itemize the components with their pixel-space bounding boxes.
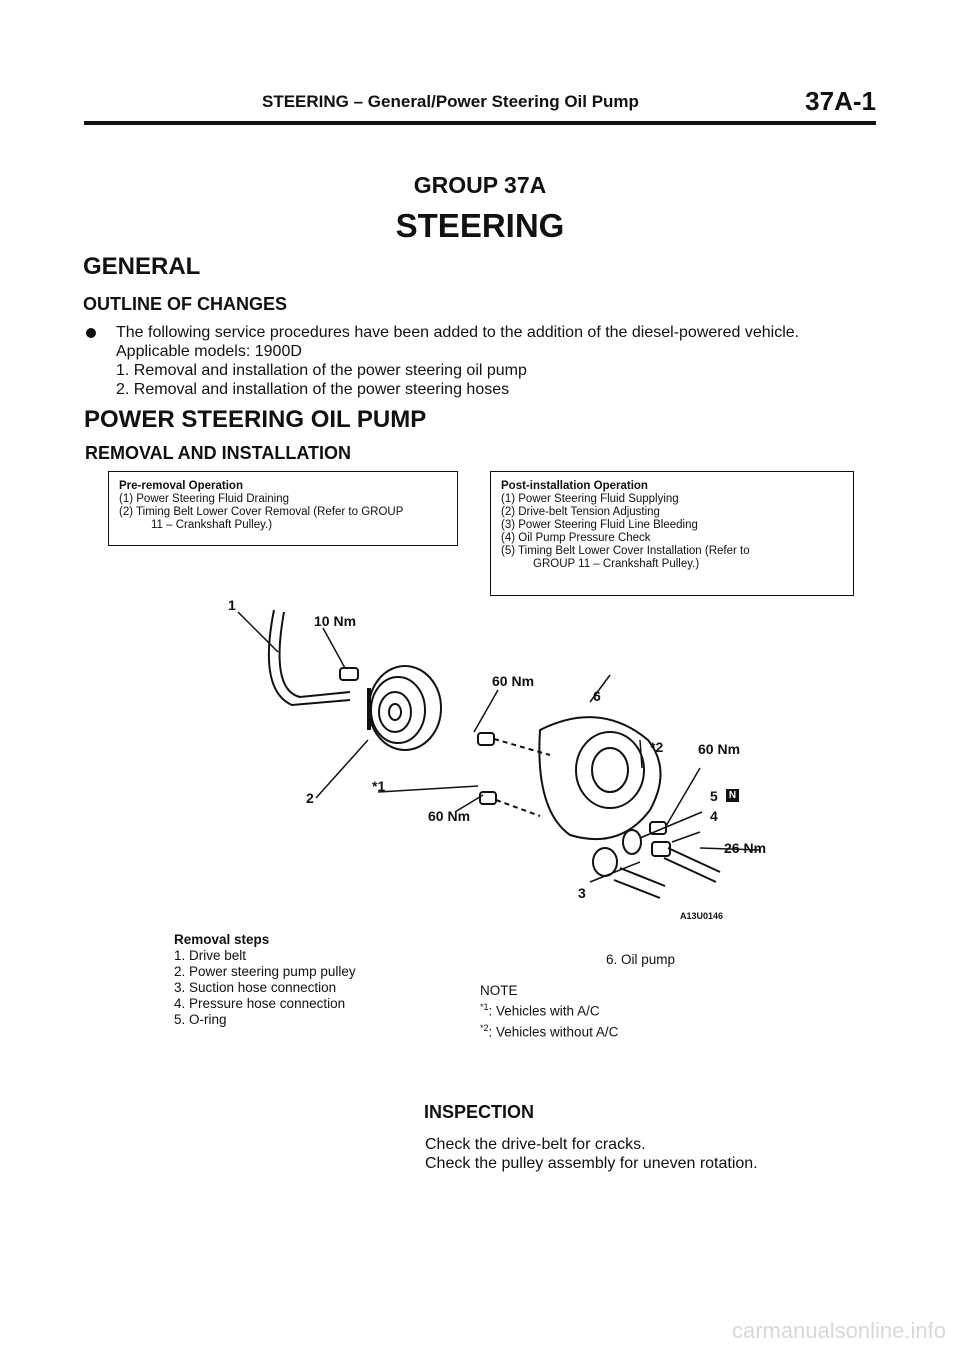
pre-removal-line: 11 – Crankshaft Pulley.) (151, 519, 273, 531)
pre-removal-line: (1) Power Steering Fluid Draining (119, 493, 290, 505)
post-installation-line: (4) Oil Pump Pressure Check (501, 532, 651, 544)
removal-step: 4. Pressure hose connection (174, 996, 346, 1011)
removal-step: 1. Drive belt (174, 948, 247, 963)
removal-steps-list (174, 932, 356, 1028)
post-installation-line: (2) Drive-belt Tension Adjusting (501, 506, 660, 518)
post-installation-title: Post-installation Operation (501, 480, 648, 492)
callout-6: 6 (593, 688, 601, 704)
callout-5: 5 (710, 788, 718, 804)
inspection-line: Check the drive-belt for cracks. (425, 1136, 646, 1153)
outline-item: 2. Removal and installation of the power steering hoses (116, 381, 510, 398)
pre-removal-line: (2) Timing Belt Lower Cover Removal (Refer to GROUP (119, 506, 404, 518)
bolt-10nm-drawing (323, 628, 358, 680)
note-marker: *1 (480, 1002, 489, 1012)
applicable-models: Applicable models: 1900D (116, 343, 302, 360)
note-block (480, 983, 618, 1040)
removal-step: 6. Oil pump (606, 952, 676, 967)
callout-4: 4 (710, 808, 718, 824)
callout-3: 3 (578, 885, 586, 901)
removal-step: 2. Power steering pump pulley (174, 964, 356, 979)
figure-code: A13U0146 (680, 911, 724, 921)
inspection-heading: INSPECTION (424, 1102, 535, 1122)
callout-2: 2 (306, 790, 314, 806)
removal-step: 3. Suction hose connection (174, 980, 337, 995)
group-number: GROUP 37A (413, 172, 547, 198)
callout-star2: *2 (650, 739, 664, 755)
note-item: $^{*2}$: Vehicles without A/C (480, 1022, 619, 1039)
page-code: 37A-1 (805, 86, 876, 116)
note-title: NOTE (480, 983, 518, 998)
torque-60nm-right: 60 Nm (698, 741, 741, 757)
post-installation-line: (5) Timing Belt Lower Cover Installation (Refer to (501, 545, 750, 557)
pre-removal-title: Pre-removal Operation (119, 480, 243, 492)
post-installation-line: GROUP 11 – Crankshaft Pulley.) (533, 558, 700, 570)
new-part-mark: N (726, 789, 739, 802)
pump-heading: POWER STEERING OIL PUMP (84, 406, 427, 433)
removal-steps-title: Removal steps (174, 932, 270, 947)
callout-1: 1 (228, 597, 236, 613)
outline-heading: OUTLINE OF CHANGES (83, 294, 288, 314)
running-header: STEERING – General/Power Steering Oil Pump (262, 92, 639, 111)
outline-item: 1. Removal and installation of the power steering oil pump (116, 362, 527, 379)
post-installation-line: (1) Power Steering Fluid Supplying (501, 493, 679, 505)
torque-26nm: 26 Nm (724, 840, 767, 856)
inspection-line: Check the pulley assembly for uneven rotation. (425, 1155, 758, 1172)
post-installation-line: (3) Power Steering Fluid Line Bleeding (501, 519, 698, 531)
general-heading: GENERAL (83, 253, 201, 280)
outline-bullet-text: The following service procedures have been added to the addition of the diesel-powered vehicle. (116, 324, 800, 341)
torque-10nm: 10 Nm (314, 613, 357, 629)
group-title: STEERING (395, 207, 565, 244)
callout-star1: *1 (372, 778, 386, 794)
note-marker: *2 (480, 1022, 489, 1033)
torque-60nm-lower: 60 Nm (428, 808, 471, 824)
removal-step: 5. O-ring (174, 1012, 227, 1027)
torque-60nm-upper: 60 Nm (492, 673, 535, 689)
watermark: carmanualsonline.info (731, 1318, 946, 1343)
note-item: $^{*1}$: Vehicles with A/C (480, 1002, 600, 1019)
removal-heading: REMOVAL AND INSTALLATION (85, 443, 351, 463)
